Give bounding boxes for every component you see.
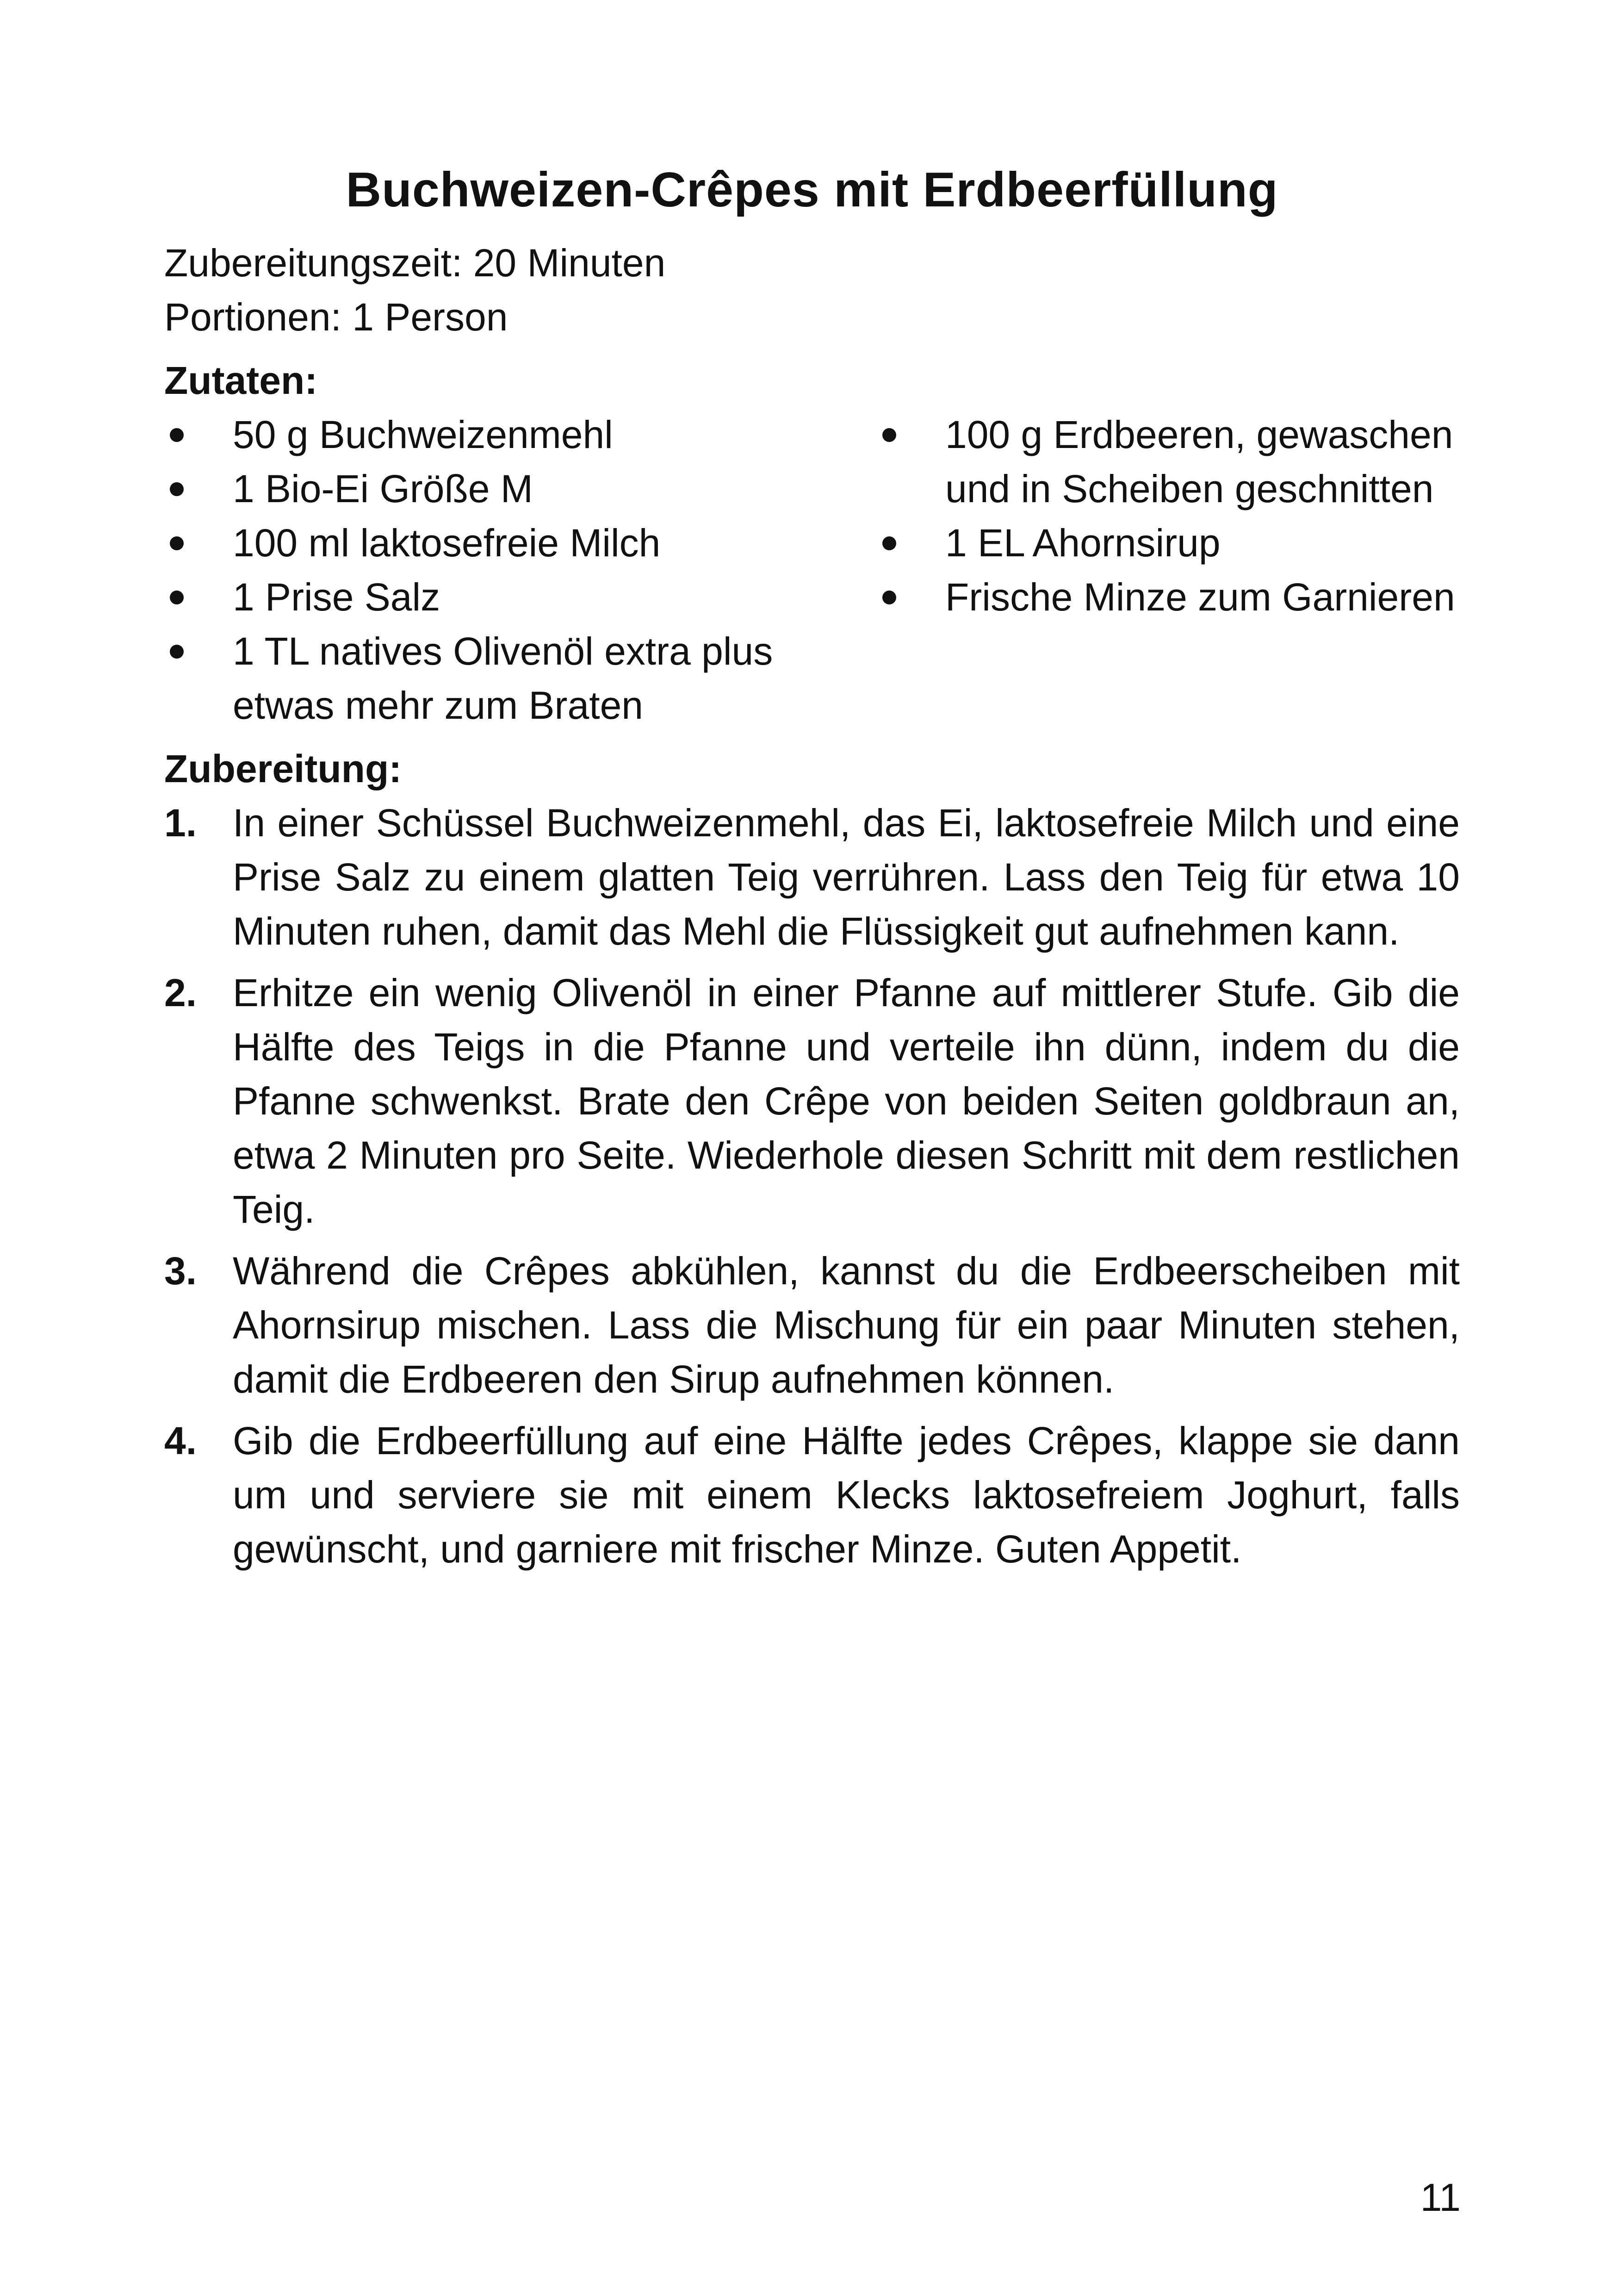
- page-number: 11: [1420, 2176, 1461, 2219]
- step-number: 3.: [164, 1249, 197, 1293]
- ingredients-list: [164, 408, 1460, 733]
- step-text: In einer Schüssel Buchweizenmehl, das Ei, laktosefreie Milch und eine Prise Salz zu einem glatten Teig verrühren. Lass den Teig für etwa 10 Minuten ruhen, damit das Mehl die Flüssigkeit gut aufnehmen kann.: [233, 801, 1460, 953]
- step-number: 1.: [164, 801, 197, 845]
- step-number: 4.: [164, 1419, 197, 1462]
- ingredient-item: Frische Minze zum Garnieren: [877, 570, 1460, 624]
- preparation-steps: [164, 796, 1460, 1576]
- ingredients-column-left: [164, 408, 877, 733]
- ingredient-item: 1 TL natives Olivenöl extra plus etwas mehr zum Braten: [164, 624, 877, 733]
- step-text: Erhitze ein wenig Olivenöl in einer Pfanne auf mittlerer Stufe. Gib die Hälfte des Teigs in die Pfanne und verteile ihn dünn, indem du die Pfanne schwenkst. Brate den Crêpe von beiden Seiten goldbraun an, etwa 2 Minuten pro Seite. Wiederhole diesen Schritt mit dem restlichen Teig.: [233, 971, 1460, 1231]
- ingredient-item: 100 g Erdbeeren, gewaschen und in Scheiben geschnitten: [877, 408, 1460, 516]
- ingredient-item: 1 EL Ahornsirup: [877, 516, 1460, 570]
- prep-time: Zubereitungszeit: 20 Minuten: [164, 241, 666, 285]
- ingredient-item: 100 ml laktosefreie Milch: [164, 516, 877, 570]
- step-item: [164, 1244, 1460, 1406]
- step-item: [164, 966, 1460, 1237]
- step-item: [164, 1414, 1460, 1576]
- servings: Portionen: 1 Person: [164, 295, 508, 339]
- ingredient-item: 1 Prise Salz: [164, 570, 877, 624]
- preparation-heading: Zubereitung:: [164, 747, 402, 790]
- step-number: 2.: [164, 971, 197, 1014]
- ingredient-item: 50 g Buchweizenmehl: [164, 408, 877, 462]
- ingredient-item: 1 Bio-Ei Größe M: [164, 462, 877, 516]
- recipe-title: Buchweizen-Crêpes mit Erdbeerfüllung: [346, 162, 1278, 217]
- recipe-page: [164, 157, 1460, 1584]
- step-item: [164, 796, 1460, 958]
- ingredients-heading: Zutaten:: [164, 359, 318, 402]
- ingredients-column-right: [877, 408, 1460, 733]
- step-text: Gib die Erdbeerfüllung auf eine Hälfte jedes Crêpes, klappe sie dann um und serviere sie mit einem Klecks laktosefreiem Joghurt, falls gewünscht, und garniere mit frischer Minze. Guten Appetit.: [233, 1419, 1460, 1571]
- step-text: Während die Crêpes abkühlen, kannst du die Erdbeerscheiben mit Ahornsirup mischen. Lass die Mischung für ein paar Minuten stehen, damit die Erdbeeren den Sirup aufnehmen können.: [233, 1249, 1460, 1401]
